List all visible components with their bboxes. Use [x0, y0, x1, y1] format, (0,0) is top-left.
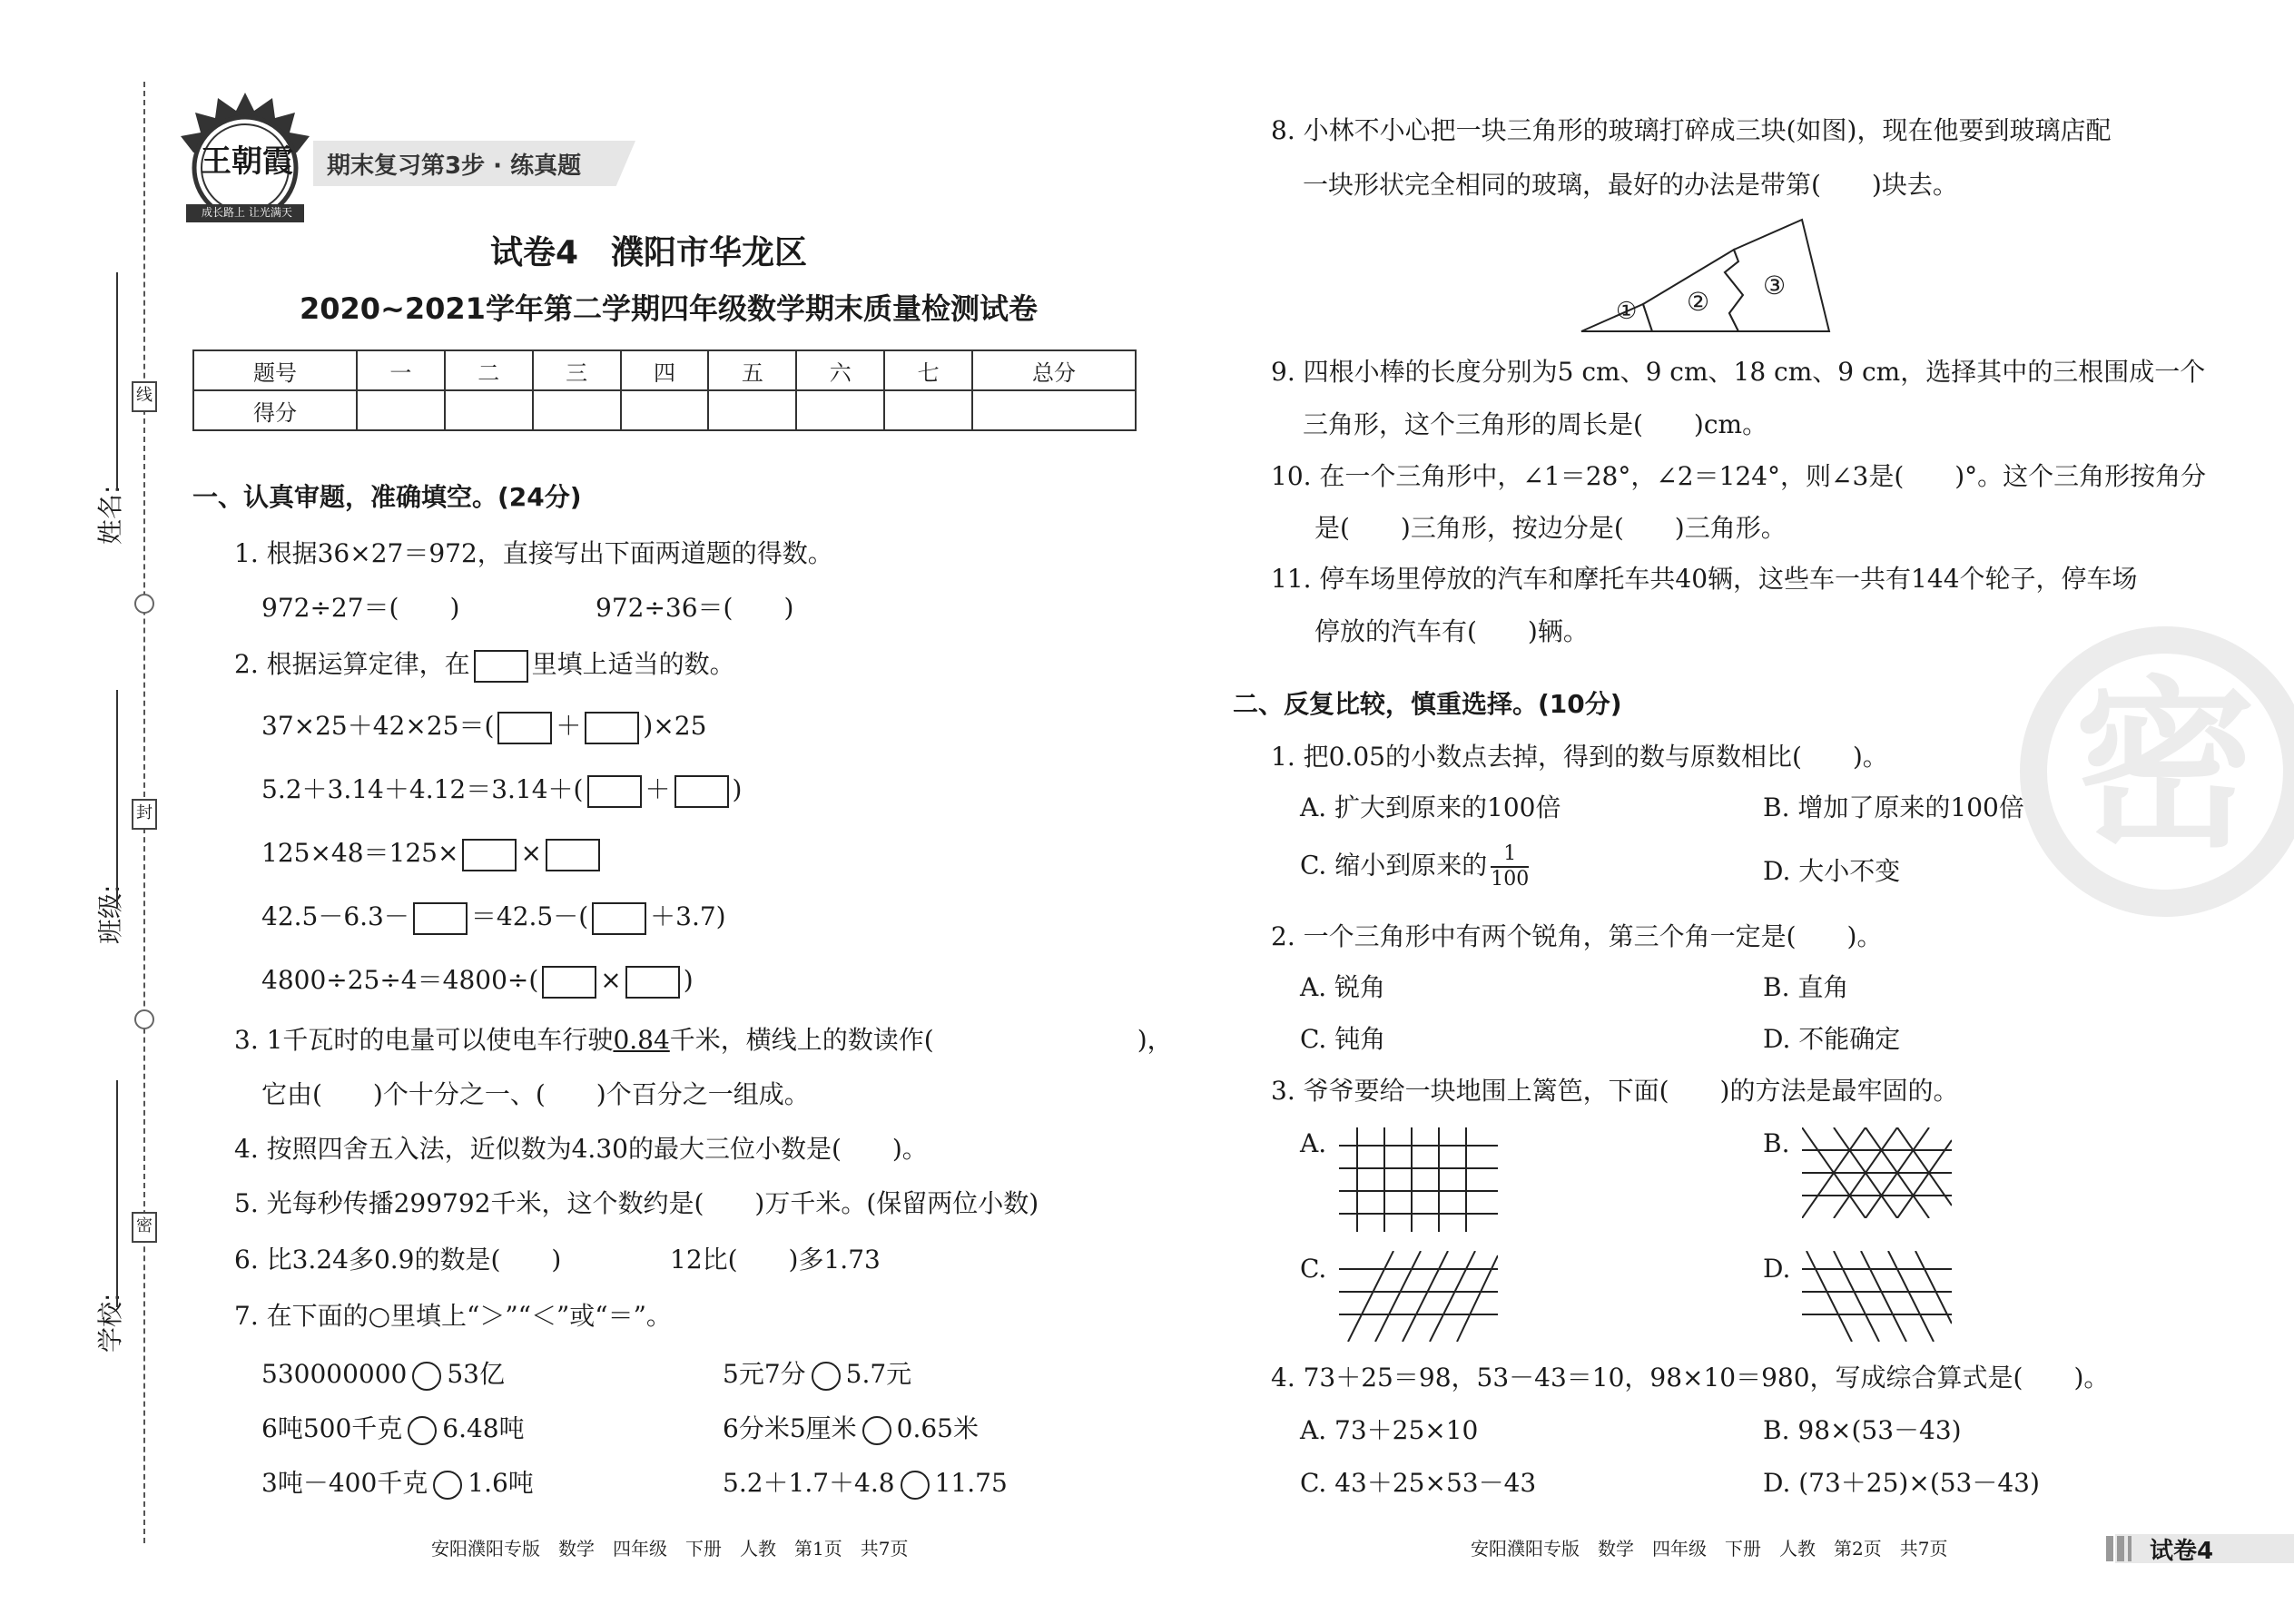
s2-q1-option-b[interactable]: B. 增加了原来的100倍 [1763, 792, 2024, 822]
question-6a: 6. 比3.24多0.9的数是( ) [234, 1245, 562, 1275]
compare-circle[interactable] [412, 1362, 441, 1391]
expr-text: ＝42.5－( [470, 901, 589, 931]
s2-q1-option-a[interactable]: A. 扩大到原来的100倍 [1300, 792, 1561, 822]
section2-heading: 二、反复比较，慎重选择。(10分) [1233, 689, 1622, 719]
compare-item [261, 1356, 505, 1393]
compare-left: 6吨500千克 [261, 1413, 403, 1443]
section1-heading: 一、认真审题，准确填空。(24分) [192, 482, 582, 512]
expr-text: 4800÷25÷4＝4800÷( [261, 965, 539, 995]
expr-text: 37×25＋42×25＝( [261, 711, 495, 741]
footer-dots-icon [2106, 1536, 2132, 1561]
brand-name: 王朝霞 [201, 143, 293, 180]
table-cell: 得分 [193, 390, 357, 430]
question-2-post: 里填上适当的数。 [531, 649, 735, 679]
seal-char-xian: 线 [132, 381, 157, 412]
expr-text: ) [683, 965, 694, 995]
compare-item [261, 1411, 525, 1447]
score-input-cell[interactable] [708, 390, 796, 430]
question-1a: 972÷27＝( ) [261, 593, 460, 623]
answer-box[interactable] [587, 775, 642, 808]
fence-figure-a[interactable] [1339, 1127, 1498, 1232]
glass-piece-label-3: ③ [1763, 271, 1787, 300]
question-11: 11. 停车场里停放的汽车和摩托车共40辆，这些车一共有144个轮子，停车场 [1271, 564, 2138, 594]
expr-text: ) [732, 774, 743, 804]
seal-char-feng: 封 [132, 799, 157, 830]
compare-left: 5元7分 [723, 1359, 806, 1389]
score-input-cell[interactable] [621, 390, 709, 430]
question-9-cont: 三角形，这个三角形的周长是( )cm。 [1303, 409, 1768, 439]
table-cell: 六 [796, 350, 884, 390]
fence-figure-c[interactable] [1339, 1251, 1498, 1342]
compare-left: 6分米5厘米 [723, 1413, 857, 1443]
name-line [116, 272, 118, 490]
question-2-line5 [261, 962, 694, 999]
fence-diagonal-icon [1802, 1251, 1952, 1342]
compare-circle[interactable] [862, 1416, 891, 1445]
compare-right: 0.65米 [896, 1413, 979, 1443]
expr-text: 125×48＝125× [261, 838, 459, 868]
s2-q4-option-c[interactable]: C. 43＋25×53－43 [1300, 1468, 1537, 1498]
series-banner-text: 期末复习第3步 · 练真题 [327, 153, 582, 180]
answer-box[interactable] [542, 966, 596, 999]
class-label: 班级: [95, 884, 125, 944]
name-label: 姓名: [95, 485, 125, 545]
school-label: 学校: [95, 1293, 125, 1353]
brand-ribbon: 成长路上 让光满天 [202, 206, 292, 219]
glass-piece-label-1: ① [1616, 298, 1638, 325]
answer-box[interactable] [462, 839, 517, 871]
question-3-text: 3. 1千瓦时的电量可以使电车行驶 [234, 1025, 614, 1055]
compare-item [261, 1465, 534, 1501]
fraction-numerator: 1 [1491, 842, 1529, 868]
underlined-number: 0.84 [613, 1025, 670, 1055]
question-2-pre: 2. 根据运算定律，在 [234, 649, 470, 679]
fence-label-b: B. [1763, 1128, 1790, 1158]
class-line [116, 690, 118, 908]
binding-knot-icon [134, 594, 154, 614]
s2-q2-option-a[interactable]: A. 锐角 [1300, 972, 1386, 1002]
footer-right: 安阳濮阳专版 数学 四年级 下册 人教 第2页 共7页 [1471, 1538, 1948, 1560]
compare-circle[interactable] [433, 1471, 462, 1500]
table-cell: 总分 [972, 350, 1136, 390]
compare-right: 1.6吨 [468, 1468, 534, 1498]
binding-knot-icon [134, 1009, 154, 1029]
question-3 [234, 1022, 1173, 1058]
expr-text: × [520, 838, 542, 868]
compare-left: 5.2＋1.7＋4.8 [723, 1468, 895, 1498]
question-8-cont: 一块形状完全相同的玻璃，最好的办法是带第( )块去。 [1303, 170, 1958, 200]
expr-text: 5.2＋3.14＋4.12＝3.14＋( [261, 774, 584, 804]
s2-question-3: 3. 爷爷要给一块地围上篱笆，下面( )的方法是最牢固的。 [1271, 1076, 1959, 1106]
s2-q1-option-c[interactable] [1300, 842, 1529, 891]
fence-figure-d[interactable] [1802, 1251, 1952, 1342]
s2-question-2: 2. 一个三角形中有两个锐角，第三个角一定是( )。 [1271, 921, 1883, 951]
table-cell: 二 [445, 350, 533, 390]
answer-box[interactable] [497, 712, 552, 744]
compare-right: 6.48吨 [442, 1413, 525, 1443]
table-cell: 三 [533, 350, 621, 390]
question-4: 4. 按照四舍五入法，近似数为4.30的最大三位小数是( )。 [234, 1134, 928, 1164]
compare-circle[interactable] [812, 1362, 841, 1391]
fence-label-d: D. [1763, 1254, 1791, 1284]
compare-circle[interactable] [408, 1416, 437, 1445]
question-1: 1. 根据36×27＝972，直接写出下面两道题的得数。 [234, 538, 833, 568]
answer-box[interactable] [592, 902, 646, 935]
fence-label-c: C. [1300, 1254, 1327, 1284]
question-10: 10. 在一个三角形中，∠1＝28°，∠2＝124°，则∠3是( )°。这个三角形按角分 [1271, 461, 2207, 491]
s2-q2-option-c[interactable]: C. 钝角 [1300, 1024, 1386, 1054]
fence-grid-icon [1339, 1127, 1498, 1232]
table-row [193, 390, 1136, 430]
question-1b: 972÷36＝( ) [596, 593, 794, 623]
table-cell: 五 [708, 350, 796, 390]
question-2-line2 [261, 772, 742, 808]
s2-q4-option-d[interactable]: D. (73＋25)×(53－43) [1763, 1468, 2040, 1498]
option-c-text: C. 缩小到原来的 [1300, 850, 1488, 881]
score-input-cell[interactable] [357, 390, 445, 430]
seal-char-mi: 密 [132, 1212, 157, 1243]
score-input-cell[interactable] [533, 390, 621, 430]
compare-item [723, 1411, 979, 1447]
score-input-cell[interactable] [884, 390, 972, 430]
paper-title: 试卷4 濮阳市华龙区 [490, 234, 808, 271]
question-6b: 12比( )多1.73 [670, 1245, 881, 1275]
compare-circle[interactable] [901, 1471, 930, 1500]
question-11-cont: 停放的汽车有( )辆。 [1314, 616, 1589, 646]
question-2 [234, 646, 735, 683]
s2-question-4: 4. 73＋25＝98，53－43＝10，98×10＝980，写成综合算式是( )。 [1271, 1363, 2110, 1393]
footer-left: 安阳濮阳专版 数学 四年级 下册 人教 第1页 共7页 [431, 1538, 909, 1560]
compare-item [723, 1356, 911, 1393]
compare-left: 3吨－400千克 [261, 1468, 428, 1498]
compare-right: 53亿 [447, 1359, 505, 1389]
table-cell: 一 [357, 350, 445, 390]
glass-piece-label-2: ② [1687, 287, 1710, 317]
fence-figure-b[interactable] [1802, 1127, 1952, 1218]
fraction-denominator: 100 [1491, 868, 1530, 891]
table-row [193, 350, 1136, 390]
question-2-line1 [261, 708, 706, 744]
question-3-cont: 它由( )个十分之一、( )个百分之一组成。 [261, 1079, 810, 1109]
compare-right: 5.7元 [845, 1359, 912, 1389]
table-cell: 七 [884, 350, 972, 390]
answer-box[interactable] [546, 839, 600, 871]
question-2-line4 [261, 899, 726, 935]
question-10-cont: 是( )三角形，按边分是( )三角形。 [1314, 513, 1787, 543]
question-9: 9. 四根小棒的长度分别为5 cm、9 cm、18 cm、9 cm，选择其中的三根围成一个 [1271, 357, 2206, 387]
expr-text: × [600, 965, 622, 995]
question-3-text: 千米，横线上的数读作( )， [669, 1025, 1173, 1055]
answer-box[interactable] [585, 712, 639, 744]
compare-right: 11.75 [934, 1468, 1008, 1498]
score-input-cell[interactable] [972, 390, 1136, 430]
answer-box[interactable] [474, 650, 528, 683]
expr-text: ＋ [556, 711, 582, 741]
question-8: 8. 小林不小心把一块三角形的玻璃打碎成三块(如图)，现在他要到玻璃店配 [1271, 115, 2112, 145]
fence-lattice-icon [1802, 1127, 1952, 1218]
s2-q1-option-d[interactable]: D. 大小不变 [1763, 856, 1901, 886]
expr-text: 42.5－6.3－ [261, 901, 409, 931]
expr-text: )×25 [643, 711, 707, 741]
question-5: 5. 光每秒传播299792千米，这个数约是( )万千米。(保留两位小数) [234, 1188, 1039, 1218]
s2-q2-option-b[interactable]: B. 直角 [1763, 972, 1849, 1002]
score-input-cell[interactable] [445, 390, 533, 430]
answer-box[interactable] [674, 775, 729, 808]
answer-box[interactable] [413, 902, 468, 935]
score-table [192, 349, 1137, 431]
expr-text: ＋ [645, 774, 671, 804]
fence-label-a: A. [1300, 1128, 1327, 1158]
s2-q4-option-a[interactable]: A. 73＋25×10 [1300, 1415, 1479, 1445]
s2-question-1: 1. 把0.05的小数点去掉，得到的数与原数相比( )。 [1271, 742, 1888, 772]
watermark-char: 密 [2074, 661, 2257, 872]
question-7: 7. 在下面的○里填上“＞”“＜”或“＝”。 [234, 1301, 672, 1331]
score-input-cell[interactable] [796, 390, 884, 430]
table-cell: 题号 [193, 350, 357, 390]
fence-slant-icon [1339, 1251, 1498, 1342]
compare-left: 530000000 [261, 1359, 408, 1389]
expr-text: ＋3.7) [650, 901, 726, 931]
fraction [1491, 842, 1529, 891]
paper-subtitle: 2020~2021学年第二学期四年级数学期末质量检测试卷 [300, 291, 1038, 326]
school-line [116, 1080, 118, 1307]
table-cell: 四 [621, 350, 709, 390]
question-2-line3 [261, 835, 604, 871]
answer-box[interactable] [625, 966, 680, 999]
footer-tab: 试卷4 [2150, 1538, 2214, 1565]
compare-item [723, 1465, 1008, 1501]
s2-q2-option-d[interactable]: D. 不能确定 [1763, 1024, 1901, 1054]
s2-q4-option-b[interactable]: B. 98×(53－43) [1763, 1415, 1962, 1445]
